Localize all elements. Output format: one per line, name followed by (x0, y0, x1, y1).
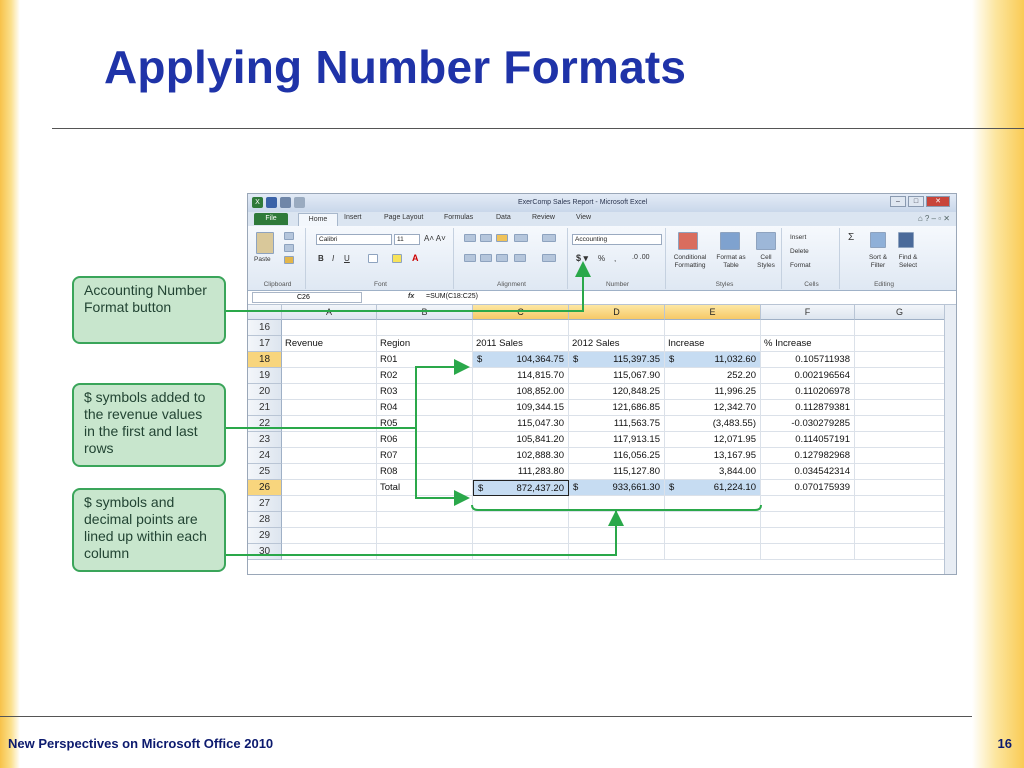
format-as-table-icon[interactable] (720, 232, 740, 250)
cell-text: 933,661.30 (612, 482, 660, 493)
tab-home[interactable]: Home (298, 213, 338, 226)
cell-text: 115,067.90 (613, 370, 660, 381)
grid-cell[interactable] (855, 336, 945, 352)
cut-icon[interactable] (284, 232, 294, 240)
cell-text: 109,344.15 (516, 402, 564, 413)
region-cell[interactable] (377, 368, 473, 384)
percent-style-icon[interactable]: % (598, 254, 606, 263)
grid-cell[interactable] (665, 320, 761, 336)
dollar-symbol: $ (478, 483, 484, 494)
cell-text: R02 (380, 370, 398, 381)
fill-color-icon[interactable] (392, 254, 402, 263)
increase-cell[interactable] (665, 384, 761, 400)
dollar-symbol: $ (669, 354, 675, 365)
grid-cell[interactable] (282, 400, 377, 416)
total-increase-cell[interactable] (665, 480, 761, 496)
increase-cell[interactable] (665, 368, 761, 384)
number-label: Number (605, 281, 630, 288)
grid-cell[interactable] (761, 496, 855, 512)
cell-text: 0.070175939 (794, 482, 850, 493)
cell-text: 105,841.20 (516, 434, 564, 445)
grid-cell[interactable] (282, 464, 377, 480)
cell-text: 11,032.60 (714, 354, 756, 365)
styles-label: Styles (715, 281, 734, 288)
insert-cells-button[interactable]: Insert (790, 234, 807, 241)
grid-cell[interactable] (665, 512, 761, 528)
grid-cell[interactable] (282, 448, 377, 464)
excel-titlebar (248, 194, 956, 212)
tab-formulas[interactable]: Formulas (444, 214, 474, 221)
cell-text: 115,047.30 (517, 418, 564, 429)
align-center-icon[interactable] (480, 254, 492, 262)
grow-font-icon[interactable]: A˄ A˅ (424, 234, 446, 243)
borders-icon[interactable] (368, 254, 378, 263)
cell-text: Region (380, 338, 411, 349)
cell-text: 111,283.80 (517, 466, 564, 477)
cell-text: 11,996.25 (714, 386, 756, 397)
total-label-cell[interactable] (377, 480, 473, 496)
cell-text: Revenue (285, 338, 324, 349)
increase-cell[interactable] (665, 416, 761, 432)
column-header[interactable]: F (761, 305, 855, 320)
cell-text: 108,852.00 (516, 386, 564, 397)
cell-text: 0.114057191 (795, 434, 850, 445)
percent-increase-cell[interactable] (761, 416, 855, 432)
cell-text: 104,364.75 (516, 354, 564, 365)
format-cells-button[interactable]: Format (790, 262, 811, 269)
dollar-symbol: $ (573, 354, 579, 365)
window-title: ExerComp Sales Report - Microsoft Excel (518, 199, 648, 206)
grid-cell[interactable] (855, 432, 945, 448)
column-title-cell[interactable] (282, 336, 377, 352)
grid-cell[interactable] (761, 544, 855, 560)
grid-cell[interactable] (282, 432, 377, 448)
grid-cell[interactable] (855, 384, 945, 400)
sales-2012-cell[interactable] (569, 448, 665, 464)
row-header[interactable]: 24 (248, 448, 282, 464)
tab-review[interactable]: Review (532, 214, 555, 221)
cell-text: 2011 Sales (476, 338, 523, 349)
tab-insert[interactable]: Insert (344, 214, 362, 221)
number-format-combo[interactable]: Accounting (572, 234, 662, 245)
cell-text: 61,224.10 (713, 482, 756, 493)
cell-text: 13,167.95 (713, 450, 756, 461)
sort-filter-label: Sort & Filter (868, 254, 888, 269)
sales-2011-cell[interactable] (473, 416, 569, 432)
window-controls (890, 196, 950, 207)
grid-cell[interactable] (855, 528, 945, 544)
cell-text: 0.002196564 (794, 370, 850, 381)
wrap-text-icon[interactable] (542, 234, 556, 242)
format-painter-icon[interactable] (284, 256, 294, 264)
region-cell[interactable] (377, 448, 473, 464)
cell-text: 3,844.00 (719, 466, 756, 477)
ribbon-tabs (248, 212, 956, 226)
region-cell[interactable] (377, 352, 473, 368)
row-header[interactable]: 27 (248, 496, 282, 512)
percent-increase-cell[interactable] (761, 432, 855, 448)
font-size-combo[interactable]: 11 (394, 234, 420, 245)
percent-increase-cell[interactable] (761, 384, 855, 400)
grid-cell[interactable] (282, 416, 377, 432)
underline-icon[interactable]: U (344, 254, 350, 263)
cell-text: 116,056.25 (613, 450, 660, 461)
increase-cell[interactable] (665, 432, 761, 448)
region-cell[interactable] (377, 416, 473, 432)
alignment-group (456, 228, 568, 289)
styles-group (668, 228, 782, 289)
tab-view[interactable]: View (576, 214, 592, 221)
redo-icon[interactable] (294, 197, 305, 208)
merge-center-icon[interactable] (542, 254, 556, 262)
cell-text: 114,815.70 (517, 370, 564, 381)
orientation-icon[interactable] (514, 234, 528, 242)
row-header[interactable]: 21 (248, 400, 282, 416)
column-header[interactable]: A (282, 305, 377, 320)
align-top-icon[interactable] (464, 234, 476, 242)
grid-cell[interactable] (855, 480, 945, 496)
footer-divider (0, 716, 972, 717)
cells-group (784, 228, 840, 289)
row-header[interactable]: 26 (248, 480, 282, 496)
row-header[interactable]: 28 (248, 512, 282, 528)
grid-cell[interactable] (855, 544, 945, 560)
cell-text: 252.20 (726, 370, 756, 381)
grid-cell[interactable] (855, 400, 945, 416)
cell-text: R06 (380, 434, 398, 445)
align-right-icon[interactable] (496, 254, 508, 262)
row-header[interactable]: 23 (248, 432, 282, 448)
cell-styles-icon[interactable] (756, 232, 776, 250)
accounting-number-format-button[interactable]: $ ▾ (576, 253, 589, 263)
callout-dollar-symbols: $ symbols added to the revenue values in the first and last rows (72, 383, 226, 467)
percent-increase-cell[interactable] (761, 448, 855, 464)
sales-2011-cell[interactable] (473, 432, 569, 448)
editing-label: Editing (874, 281, 894, 288)
increase-decimal-icon[interactable]: .0 .00 (632, 254, 650, 261)
tab-page-layout[interactable]: Page Layout (384, 214, 424, 221)
vertical-scrollbar[interactable] (944, 305, 956, 575)
row-header[interactable]: 22 (248, 416, 282, 432)
grid-cell[interactable] (377, 320, 473, 336)
formula-input[interactable]: =SUM(C18:C25) (426, 293, 478, 300)
cell-text: Total (380, 482, 401, 493)
cell-text: 117,913.15 (613, 434, 660, 445)
paste-label: Paste (254, 256, 271, 263)
cell-text: 872,437.20 (516, 483, 564, 494)
grid-cell[interactable] (665, 496, 761, 512)
row-header[interactable]: 29 (248, 528, 282, 544)
cell-text: (3,483.55) (712, 418, 756, 429)
column-header[interactable]: B (377, 305, 473, 320)
find-select-icon[interactable] (898, 232, 914, 248)
row-header[interactable]: 18 (248, 352, 282, 368)
select-all-corner[interactable] (248, 305, 282, 320)
sales-2012-cell[interactable] (569, 464, 665, 480)
column-title-cell[interactable] (377, 336, 473, 352)
sales-2012-cell[interactable] (569, 432, 665, 448)
region-cell[interactable] (377, 400, 473, 416)
cell-text: 0.110206978 (795, 386, 850, 397)
tab-data[interactable]: Data (496, 214, 511, 221)
percent-increase-cell[interactable] (761, 464, 855, 480)
left-accent-bar (0, 0, 20, 768)
sales-2012-cell[interactable] (569, 368, 665, 384)
column-title-cell[interactable] (761, 336, 855, 352)
align-bottom-icon[interactable] (496, 234, 508, 242)
sales-2011-cell[interactable] (473, 400, 569, 416)
font-color-icon[interactable]: A (412, 253, 419, 263)
row-header[interactable]: 25 (248, 464, 282, 480)
cell-text: 121,686.85 (612, 402, 660, 413)
cell-text: 2012 Sales (572, 338, 620, 349)
grid-cell[interactable] (282, 480, 377, 496)
grid-cell[interactable] (665, 528, 761, 544)
footer-text: New Perspectives on Microsoft Office 2010 (8, 736, 274, 751)
sales-2011-cell[interactable] (473, 368, 569, 384)
cell-text: R04 (380, 402, 398, 413)
total-percent-cell[interactable] (761, 480, 855, 496)
grid-cell[interactable] (761, 528, 855, 544)
grid-cell[interactable] (282, 512, 377, 528)
minimize-button[interactable]: – (890, 196, 906, 207)
sales-2012-cell[interactable] (569, 384, 665, 400)
row-header[interactable]: 20 (248, 384, 282, 400)
grid-cell[interactable] (761, 512, 855, 528)
paste-icon[interactable] (256, 232, 274, 254)
align-left-icon[interactable] (464, 254, 476, 262)
dollar-symbol: $ (477, 354, 483, 365)
cell-text: R07 (380, 450, 398, 461)
sales-2012-cell[interactable] (569, 352, 665, 368)
excel-logo-icon: X (252, 197, 263, 208)
total-2011-cell[interactable] (473, 480, 569, 496)
quick-access-toolbar (252, 197, 305, 208)
grid-cell[interactable] (282, 320, 377, 336)
format-as-table-label: Format as Table (716, 254, 746, 269)
column-title-cell[interactable] (473, 336, 569, 352)
sort-filter-icon[interactable] (870, 232, 886, 248)
grid-cell[interactable] (473, 320, 569, 336)
font-label: Font (373, 281, 387, 288)
region-cell[interactable] (377, 432, 473, 448)
sales-2012-cell[interactable] (569, 400, 665, 416)
column-header[interactable]: D (569, 305, 665, 320)
grid-cell[interactable] (855, 352, 945, 368)
percent-increase-cell[interactable] (761, 368, 855, 384)
cell-text: R03 (380, 386, 398, 397)
increase-cell[interactable] (665, 448, 761, 464)
name-box[interactable]: C26 (252, 292, 362, 303)
grid-cell[interactable] (761, 320, 855, 336)
cell-text: 115,397.35 (613, 354, 660, 365)
increase-cell[interactable] (665, 352, 761, 368)
grid-cell[interactable] (855, 464, 945, 480)
increase-cell[interactable] (665, 464, 761, 480)
grid-cell[interactable] (473, 544, 569, 560)
cell-text: 111,563.75 (613, 418, 660, 429)
sales-2011-cell[interactable] (473, 464, 569, 480)
grid-cell[interactable] (377, 496, 473, 512)
row-header[interactable]: 16 (248, 320, 282, 336)
grid-cell[interactable] (282, 384, 377, 400)
comma-style-icon[interactable]: , (614, 254, 617, 263)
align-middle-icon[interactable] (480, 234, 492, 242)
callout-accounting-format: Accounting Number Format button (72, 276, 226, 344)
cell-text: 0.112879381 (795, 402, 850, 413)
fx-icon[interactable]: fx (408, 293, 415, 300)
grid-cell[interactable] (665, 544, 761, 560)
grid-cell[interactable] (377, 528, 473, 544)
excel-window (247, 193, 957, 575)
total-2012-cell[interactable] (569, 480, 665, 496)
dollar-symbol: $ (573, 482, 579, 493)
sales-2011-cell[interactable] (473, 352, 569, 368)
sales-2011-cell[interactable] (473, 384, 569, 400)
formula-bar (248, 291, 956, 305)
grid-cell[interactable] (282, 496, 377, 512)
cell-text: 12,342.70 (713, 402, 756, 413)
number-group (570, 228, 666, 289)
callout-lined-up: $ symbols and decimal points are lined up within each column (72, 488, 226, 572)
grid-cell[interactable] (569, 512, 665, 528)
cell-text: 0.127982968 (794, 450, 850, 461)
grid-cell[interactable] (377, 512, 473, 528)
help-icon[interactable]: ⌂ ? – ▫ ✕ (917, 214, 950, 223)
grid-cell[interactable] (569, 320, 665, 336)
tab-file[interactable]: File (254, 213, 288, 225)
grid-cell[interactable] (473, 496, 569, 512)
percent-increase-cell[interactable] (761, 400, 855, 416)
grid-cell[interactable] (855, 416, 945, 432)
grid-cell[interactable] (282, 352, 377, 368)
clipboard-label: Clipboard (263, 281, 292, 288)
cell-text: R01 (380, 354, 398, 365)
alignment-label: Alignment (497, 281, 526, 288)
grid-cell[interactable] (282, 544, 377, 560)
cell-text: 0.034542314 (794, 466, 850, 477)
region-cell[interactable] (377, 464, 473, 480)
save-icon[interactable] (266, 197, 277, 208)
sales-2011-cell[interactable] (473, 448, 569, 464)
region-cell[interactable] (377, 384, 473, 400)
cell-text: 12,071.95 (713, 434, 756, 445)
percent-increase-cell[interactable] (761, 352, 855, 368)
grid-cell[interactable] (377, 544, 473, 560)
column-header[interactable]: G (855, 305, 945, 320)
font-group (308, 228, 454, 289)
grid-cell[interactable] (855, 496, 945, 512)
cell-styles-label: Cell Styles (757, 254, 775, 269)
find-select-label: Find & Select (898, 254, 918, 269)
autosum-icon[interactable]: Σ (848, 232, 855, 243)
cells-label: Cells (804, 281, 819, 288)
grid-cell[interactable] (855, 448, 945, 464)
editing-group (842, 228, 926, 289)
increase-cell[interactable] (665, 400, 761, 416)
grid-cell[interactable] (855, 320, 945, 336)
grid-cell[interactable] (855, 368, 945, 384)
font-name-combo[interactable]: Calibri (316, 234, 392, 245)
grid-cell[interactable] (282, 528, 377, 544)
cell-text: % Increase (764, 338, 812, 349)
column-header[interactable]: C (473, 305, 569, 320)
ribbon (248, 226, 956, 291)
grid-cell[interactable] (473, 528, 569, 544)
cell-text: 0.105711938 (795, 354, 850, 365)
column-header[interactable]: E (665, 305, 761, 320)
bold-icon[interactable]: B (318, 254, 324, 263)
cell-text: -0.030279285 (791, 418, 850, 429)
cell-text: R05 (380, 418, 398, 429)
row-header[interactable]: 17 (248, 336, 282, 352)
column-title-cell[interactable] (569, 336, 665, 352)
sales-2012-cell[interactable] (569, 416, 665, 432)
cell-text: 102,888.30 (516, 450, 564, 461)
undo-icon[interactable] (280, 197, 291, 208)
row-header[interactable]: 19 (248, 368, 282, 384)
right-accent-bar (972, 0, 1024, 768)
cell-text: R08 (380, 466, 398, 477)
cell-text: 115,127.80 (613, 466, 660, 477)
grid-cell[interactable] (855, 512, 945, 528)
copy-icon[interactable] (284, 244, 294, 252)
cell-text: 120,848.25 (612, 386, 660, 397)
page-number: 16 (997, 736, 1012, 751)
close-button[interactable]: ✕ (926, 196, 950, 207)
decrease-indent-icon[interactable] (514, 254, 526, 262)
column-title-cell[interactable] (665, 336, 761, 352)
grid-cell[interactable] (473, 512, 569, 528)
conditional-formatting-label: Conditional Formatting (673, 254, 707, 269)
grid-cell[interactable] (569, 544, 665, 560)
slide-title: Applying Number Formats (104, 41, 687, 93)
row-header[interactable]: 30 (248, 544, 282, 560)
grid-cell[interactable] (569, 528, 665, 544)
maximize-button[interactable]: □ (908, 196, 924, 207)
grid-cell[interactable] (569, 496, 665, 512)
title-divider (52, 128, 1024, 129)
delete-cells-button[interactable]: Delete (790, 248, 809, 255)
clipboard-group (250, 228, 306, 289)
dollar-symbol: $ (669, 482, 675, 493)
cell-text: Increase (668, 338, 705, 349)
conditional-formatting-icon[interactable] (678, 232, 698, 250)
italic-icon[interactable]: I (332, 254, 335, 263)
grid-cell[interactable] (282, 368, 377, 384)
